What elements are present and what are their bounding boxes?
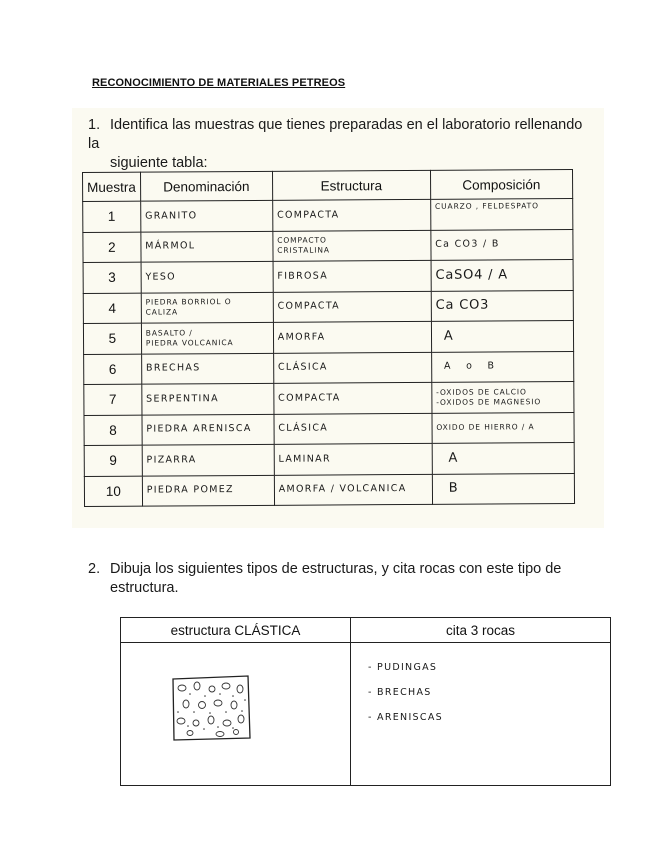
estructura-text: AMORFA / VOLCANICA <box>278 483 407 496</box>
composicion-text: Ca CO3 / B <box>435 238 500 251</box>
estructura-text: COMPACTO <box>277 235 327 246</box>
denominacion-text: BRECHAS <box>145 362 201 374</box>
composicion-text: A <box>443 328 454 344</box>
composicion-cell <box>431 290 573 321</box>
denominacion-cell <box>142 444 274 475</box>
table-row <box>84 382 574 415</box>
clastic-drawing-cell <box>121 643 351 786</box>
denominacion-cell <box>142 414 274 445</box>
composicion-text: CaSO4 / A <box>435 267 509 283</box>
header-composicion: Composición <box>430 170 572 200</box>
estructura-text: COMPACTA <box>277 209 340 221</box>
estructura-text: COMPACTA <box>277 300 340 313</box>
estructura-cell <box>273 352 431 383</box>
table-row <box>84 412 574 445</box>
muestra-cell: 4 <box>83 293 141 324</box>
composicion-text: A <box>448 450 459 466</box>
composicion-text: -OXIDOS DE CALCIO <box>436 387 527 397</box>
clastica-header-row <box>121 618 611 643</box>
table-header-row <box>83 170 573 202</box>
header-estructura-clastica: estructura CLÁSTICA <box>121 618 351 643</box>
list-item: - PUDINGAS <box>368 662 438 673</box>
composicion-cell <box>432 473 574 504</box>
composicion-text: A o B <box>443 360 496 373</box>
composicion-cell <box>431 321 573 352</box>
composicion-cell <box>431 260 573 291</box>
table-row <box>83 229 573 262</box>
rocks-cell <box>351 643 611 786</box>
denominacion-text: PIZARRA <box>146 454 197 466</box>
denominacion-text: PIEDRA POMEZ <box>146 484 234 496</box>
denominacion-cell <box>141 353 273 384</box>
estructura-cell <box>274 474 432 505</box>
question-1 <box>88 116 583 173</box>
estructura-cell <box>273 321 431 352</box>
muestra-cell: 1 <box>83 201 141 232</box>
muestra-cell: 9 <box>84 445 142 476</box>
denominacion-text: GRANITO <box>145 210 198 222</box>
table-row <box>83 321 573 354</box>
composicion-cell <box>431 229 573 260</box>
table-row <box>84 442 574 475</box>
muestra-cell: 10 <box>84 476 142 507</box>
table-row <box>84 351 574 384</box>
muestra-cell: 5 <box>83 323 141 354</box>
estructura-text: LAMINAR <box>278 453 331 465</box>
muestra-cell: 3 <box>83 262 141 293</box>
estructura-text: COMPACTA <box>278 392 341 404</box>
muestra-cell: 6 <box>84 354 142 385</box>
header-estructura: Estructura <box>272 170 430 200</box>
clastic-structure-sketch <box>170 674 252 742</box>
table-row <box>83 290 573 323</box>
denominacion-cell <box>141 231 273 262</box>
denominacion-cell <box>141 292 273 323</box>
question-1-text: Identifica las muestras que tienes preparadas en el laboratorio rellenando la <box>88 117 583 152</box>
denominacion-text: PIEDRA VOLCANICA <box>145 337 234 348</box>
denominacion-text: PIEDRA ARENISCA <box>146 423 252 435</box>
question-1-text-cont: siguiente tabla: <box>110 155 208 171</box>
denominacion-cell <box>142 383 274 414</box>
estructura-text: FIBROSA <box>277 270 329 282</box>
muestra-cell: 2 <box>83 232 141 263</box>
clastica-table <box>120 617 611 786</box>
estructura-cell <box>273 230 431 261</box>
composicion-text: OXIDO DE HIERRO / A <box>436 422 535 433</box>
composicion-text: B <box>448 480 459 497</box>
estructura-text: AMORFA <box>277 331 326 343</box>
composicion-text: -OXIDOS DE MAGNESIO <box>436 396 542 407</box>
question-2-text-cont: estructura. <box>110 580 179 596</box>
muestra-cell: 7 <box>84 384 142 415</box>
header-muestra: Muestra <box>83 172 141 201</box>
composicion-text: Ca CO3 <box>435 297 490 314</box>
list-item: - BRECHAS <box>368 687 432 698</box>
denominacion-cell <box>141 322 273 353</box>
estructura-text: CRISTALINA <box>277 245 330 256</box>
estructura-cell <box>273 291 431 322</box>
estructura-cell <box>272 199 430 230</box>
denominacion-text: BASALTO / <box>145 328 193 338</box>
denominacion-text: SERPENTINA <box>146 392 219 405</box>
composicion-cell <box>432 412 574 443</box>
composicion-text: CUARZO , FELDESPATO <box>434 201 539 211</box>
composicion-cell <box>432 442 574 473</box>
rocks-list <box>352 644 609 724</box>
estructura-text: CLÁSICA <box>277 361 328 374</box>
composicion-cell <box>431 351 573 382</box>
denominacion-cell <box>141 261 273 292</box>
denominacion-cell <box>140 200 272 231</box>
estructura-text: CLÁSICA <box>278 422 329 435</box>
composicion-cell <box>432 382 574 413</box>
clastica-row <box>121 643 611 786</box>
denominacion-text: YESO <box>145 271 176 283</box>
muestra-cell: 8 <box>84 415 142 446</box>
estructura-cell <box>274 443 432 474</box>
question-2-text: Dibuja los siguientes tipos de estructuras, y cita rocas con este tipo de <box>110 561 562 577</box>
header-denominacion: Denominación <box>140 171 272 201</box>
estructura-cell <box>274 413 432 444</box>
question-2-number: 2. <box>88 561 101 577</box>
composicion-cell <box>430 199 572 230</box>
denominacion-text: CALIZA <box>145 307 179 317</box>
denominacion-text: PIEDRA BORRIOL O <box>145 297 232 307</box>
samples-table <box>82 169 575 507</box>
denominacion-cell <box>142 475 274 506</box>
table-row <box>83 199 573 232</box>
question-2 <box>88 560 583 598</box>
table-row <box>84 473 574 506</box>
estructura-cell <box>273 260 431 291</box>
document-title: RECONOCIMIENTO DE MATERIALES PETREOS <box>92 77 346 89</box>
question-1-number: 1. <box>88 117 101 133</box>
list-item: - ARENISCAS <box>368 712 443 723</box>
denominacion-text: MÁRMOL <box>145 240 196 252</box>
table-row <box>83 260 573 293</box>
header-cita-rocas: cita 3 rocas <box>351 618 611 643</box>
estructura-cell <box>274 382 432 413</box>
